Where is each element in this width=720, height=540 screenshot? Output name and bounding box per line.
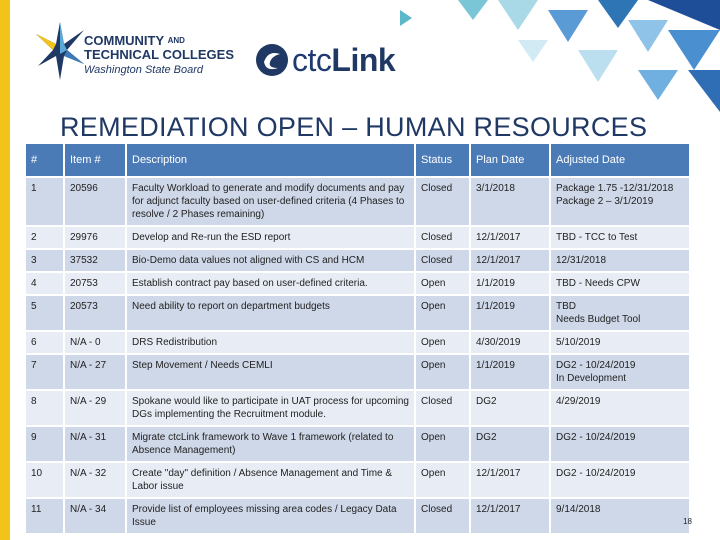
cell-plan-date: 1/1/2019 <box>470 272 550 295</box>
cell-adjusted-date <box>550 272 690 295</box>
cell-adjusted-date <box>550 426 690 462</box>
table-row <box>26 249 690 272</box>
cell-adjusted-date <box>550 498 690 533</box>
cell-adjusted-date <box>550 226 690 249</box>
cell-num: 9 <box>26 426 64 462</box>
star-burst-icon <box>34 20 86 82</box>
cell-num: 5 <box>26 295 64 331</box>
cell-adjusted-date <box>550 249 690 272</box>
table-row <box>26 226 690 249</box>
cell-description: Provide list of employees missing area codes / Legacy Data Issue <box>126 498 415 533</box>
cell-plan-date: 12/1/2017 <box>470 462 550 498</box>
cell-plan-date: 12/1/2017 <box>470 249 550 272</box>
cell-description: Faculty Workload to generate and modify documents and pay for adjunct faculty based on user-defined criteria (4 Phases to resolve / 2 Phases remaining) <box>126 177 415 226</box>
cell-item: N/A - 32 <box>64 462 126 498</box>
cell-status: Closed <box>415 249 470 272</box>
adjusted-date-line: In Development <box>556 373 627 384</box>
cell-item: N/A - 29 <box>64 390 126 426</box>
cell-num: 3 <box>26 249 64 272</box>
cell-description: DRS Redistribution <box>126 331 415 354</box>
ctclink-swirl-icon <box>254 42 290 78</box>
adjusted-date-line: DG2 - 10/24/2019 <box>556 468 636 479</box>
table-row <box>26 272 690 295</box>
cell-num: 11 <box>26 498 64 533</box>
cell-adjusted-date <box>550 177 690 226</box>
cell-description: Need ability to report on department budgets <box>126 295 415 331</box>
cell-item: N/A - 31 <box>64 426 126 462</box>
ctclink-logo <box>254 40 395 80</box>
adjusted-date-line: DG2 - 10/24/2019 <box>556 360 636 371</box>
page-number: 18 <box>683 517 692 526</box>
cell-num: 4 <box>26 272 64 295</box>
adjusted-date-line: TBD <box>556 301 576 312</box>
header-status: Status <box>415 144 470 177</box>
cell-item: N/A - 34 <box>64 498 126 533</box>
cell-status: Open <box>415 295 470 331</box>
cell-status: Open <box>415 354 470 390</box>
table-row <box>26 462 690 498</box>
table-row <box>26 177 690 226</box>
cell-plan-date: 12/1/2017 <box>470 498 550 533</box>
cell-adjusted-date <box>550 331 690 354</box>
header-adjusted-date: Adjusted Date <box>550 144 690 177</box>
adjusted-date-line: Package 1.75 -12/31/2018 <box>556 183 674 194</box>
table-header-row <box>26 144 690 177</box>
org-name: COMMUNITY $^{AND}$ TECHNICAL COLLEGES <box>84 33 234 62</box>
cell-status: Open <box>415 331 470 354</box>
cell-num: 7 <box>26 354 64 390</box>
page-title: REMEDIATION OPEN – HUMAN RESOURCES <box>60 112 648 142</box>
cell-description: Create "day" definition / Absence Management and Time & Labor issue <box>126 462 415 498</box>
cell-plan-date: 4/30/2019 <box>470 331 550 354</box>
cell-description: Establish contract pay based on user-defined criteria. <box>126 272 415 295</box>
cell-adjusted-date <box>550 462 690 498</box>
adjusted-date-line: 12/31/2018 <box>556 255 607 266</box>
remediation-table <box>26 144 691 533</box>
cell-plan-date: 3/1/2018 <box>470 177 550 226</box>
table-row <box>26 426 690 462</box>
cell-item: N/A - 0 <box>64 331 126 354</box>
adjusted-date-line: TBD - Needs CPW <box>556 278 640 289</box>
cell-num: 1 <box>26 177 64 226</box>
cell-description: Bio-Demo data values not aligned with CS and HCM <box>126 249 415 272</box>
cell-plan-date: 12/1/2017 <box>470 226 550 249</box>
cell-item: 37532 <box>64 249 126 272</box>
table-row <box>26 331 690 354</box>
cell-status: Open <box>415 426 470 462</box>
cell-item: 29976 <box>64 226 126 249</box>
org-subtitle: Washington State Board <box>84 64 204 76</box>
cell-plan-date: DG2 <box>470 390 550 426</box>
cell-status: Open <box>415 272 470 295</box>
header-description: Description <box>126 144 415 177</box>
community-colleges-logo <box>34 20 244 90</box>
table-row <box>26 354 690 390</box>
cell-adjusted-date <box>550 390 690 426</box>
cell-description: Migrate ctcLink framework to Wave 1 framework (related to Absence Management) <box>126 426 415 462</box>
adjusted-date-line: Needs Budget Tool <box>556 314 641 325</box>
table-row <box>26 295 690 331</box>
cell-item: N/A - 27 <box>64 354 126 390</box>
cell-status: Closed <box>415 498 470 533</box>
cell-num: 2 <box>26 226 64 249</box>
cell-num: 10 <box>26 462 64 498</box>
cell-plan-date: DG2 <box>470 426 550 462</box>
cell-adjusted-date <box>550 354 690 390</box>
cell-status: Closed <box>415 177 470 226</box>
adjusted-date-line: 9/14/2018 <box>556 504 601 515</box>
cell-description: Step Movement / Needs CEMLI <box>126 354 415 390</box>
adjusted-date-line: 5/10/2019 <box>556 337 601 348</box>
cell-plan-date: 1/1/2019 <box>470 295 550 331</box>
cell-plan-date: 1/1/2019 <box>470 354 550 390</box>
table-body <box>26 177 690 533</box>
cell-item: 20596 <box>64 177 126 226</box>
header-num: # <box>26 144 64 177</box>
table-row <box>26 390 690 426</box>
adjusted-date-line: 4/29/2019 <box>556 396 601 407</box>
cell-adjusted-date <box>550 295 690 331</box>
header-item: Item # <box>64 144 126 177</box>
left-accent-bar <box>0 0 10 540</box>
cell-status: Closed <box>415 226 470 249</box>
adjusted-date-line: DG2 - 10/24/2019 <box>556 432 636 443</box>
adjusted-date-line: TBD - TCC to Test <box>556 232 638 243</box>
cell-status: Closed <box>415 390 470 426</box>
ctclink-wordmark: ctcLink <box>292 41 396 78</box>
cell-num: 8 <box>26 390 64 426</box>
decorative-triangles <box>398 0 720 112</box>
cell-item: 20573 <box>64 295 126 331</box>
cell-item: 20753 <box>64 272 126 295</box>
cell-description: Develop and Re-run the ESD report <box>126 226 415 249</box>
cell-status: Open <box>415 462 470 498</box>
table-row <box>26 498 690 533</box>
adjusted-date-line: Package 2 – 3/1/2019 <box>556 196 654 207</box>
header-plan-date: Plan Date <box>470 144 550 177</box>
cell-description: Spokane would like to participate in UAT process for upcoming DGs implementing the Recruitment module. <box>126 390 415 426</box>
cell-num: 6 <box>26 331 64 354</box>
